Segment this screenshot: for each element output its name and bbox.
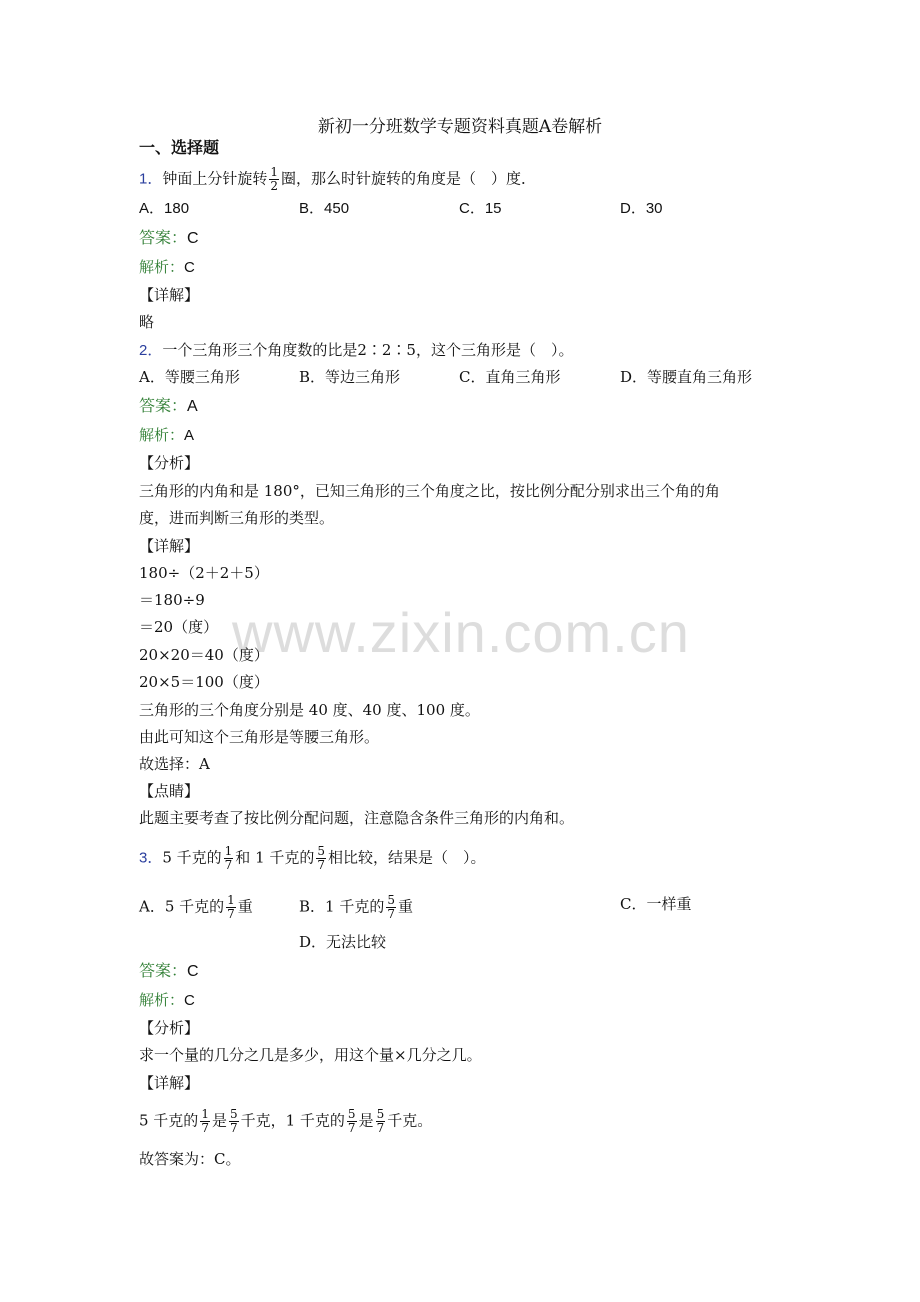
question-number: 1． (139, 170, 163, 188)
fraction: $\frac{1}{2}$ (270, 165, 278, 193)
stem-text: 钟面上分针旋转 (162, 169, 268, 188)
detail-text: 5 千克的 $\frac{1}{7}$ 是 $\frac{5}{7}$ 千克，1 千克的 $\frac{5}{7}$ 是 $\frac{5}{7}$ 千克。 (139, 1107, 433, 1135)
option-a: A．等腰三角形 (139, 368, 240, 386)
section-heading: 一、选择题 (139, 138, 220, 157)
question-number: 2． (139, 342, 163, 359)
analysis-label: 【分析】 (139, 454, 200, 472)
stem-text: 5 千克的 (162, 848, 222, 867)
answer-line: 答案：C (139, 228, 199, 247)
watermark: www.zixin.com.cn (232, 601, 690, 664)
stem-text: 相比较，结果是（ ）。 (328, 848, 486, 867)
question-3-stem (139, 845, 486, 872)
option-d: D．无法比较 (299, 933, 387, 951)
option-c: C．直角三角形 (459, 368, 561, 386)
detail-label: 【详解】 (139, 286, 200, 304)
analysis-text: 求一个量的几分之几是多少，用这个量×几分之几。 (139, 1046, 482, 1064)
stem-text: 一个三角形三个角度数的比是2∶2∶5，这个三角形是（ ）。 (162, 341, 574, 359)
analysis-label: 【分析】 (139, 1019, 200, 1037)
fraction: $\frac{5}{7}$ (229, 1107, 238, 1135)
document-title: 新初一分班数学专题资料真题A卷解析 (317, 117, 603, 137)
calc-step: 20×5＝100（度） (139, 673, 269, 691)
fraction: $\frac{1}{7}$ (227, 893, 235, 921)
comment-label: 【点睛】 (139, 782, 200, 800)
analysis-line: 解析：A (139, 426, 195, 444)
choice-text: 故选择：A (139, 755, 210, 773)
analysis-text: 度，进而判断三角形的类型。 (139, 509, 335, 527)
calc-step: 20×20＝40（度） (139, 646, 269, 664)
stem-text: 圈，那么时针旋转的角度是（ ）度． (281, 169, 537, 188)
fraction: $\frac{1}{7}$ (224, 844, 233, 872)
option-d: D．等腰直角三角形 (620, 368, 753, 386)
fraction: $\frac{1}{7}$ (201, 1107, 209, 1135)
fraction: $\frac{5}{7}$ (387, 893, 395, 921)
detail-text: 略 (139, 313, 155, 331)
question-number: 3． (139, 849, 163, 867)
option-a: A．5 千克的 $\frac{1}{7}$ 重 (139, 893, 253, 921)
calc-step: ＝20（度） (139, 618, 219, 636)
analysis-line: 解析：C (139, 991, 195, 1009)
option-a: A．180 (139, 200, 190, 217)
option-b: B．450 (299, 200, 350, 217)
option-d: D．30 (620, 200, 663, 217)
calc-step: ＝180÷9 (139, 591, 205, 609)
detail-label: 【详解】 (139, 537, 200, 555)
detail-label: 【详解】 (139, 1074, 200, 1092)
fraction: $\frac{5}{7}$ (376, 1107, 385, 1135)
fraction: $\frac{5}{7}$ (347, 1107, 356, 1135)
analysis-line: 解析：C (139, 258, 195, 276)
fraction: $\frac{5}{7}$ (317, 844, 326, 872)
option-c: C．15 (459, 200, 502, 217)
stem-text: 和 1 千克的 (235, 848, 315, 867)
answer-line: 答案：A (139, 396, 198, 415)
option-c: C．一样重 (620, 895, 692, 913)
question-1-stem (139, 166, 536, 193)
conclusion-text: 由此可知这个三角形是等腰三角形。 (139, 728, 380, 746)
option-b: B．等边三角形 (299, 368, 401, 386)
calc-step: 180÷（2＋2＋5） (139, 564, 269, 582)
option-b: B．1 千克的 $\frac{5}{7}$ 重 (299, 893, 413, 921)
comment-text: 此题主要考查了按比例分配问题，注意隐含条件三角形的内角和。 (139, 809, 575, 827)
final-answer: 故答案为：C。 (139, 1150, 241, 1168)
analysis-text: 三角形的内角和是 180°，已知三角形的三个角度之比，按比例分配分别求出三个角的角 (139, 482, 720, 500)
question-2-stem (139, 340, 573, 361)
conclusion-text: 三角形的三个角度分别是 40 度、40 度、100 度。 (139, 701, 480, 719)
answer-line: 答案：C (139, 961, 199, 980)
